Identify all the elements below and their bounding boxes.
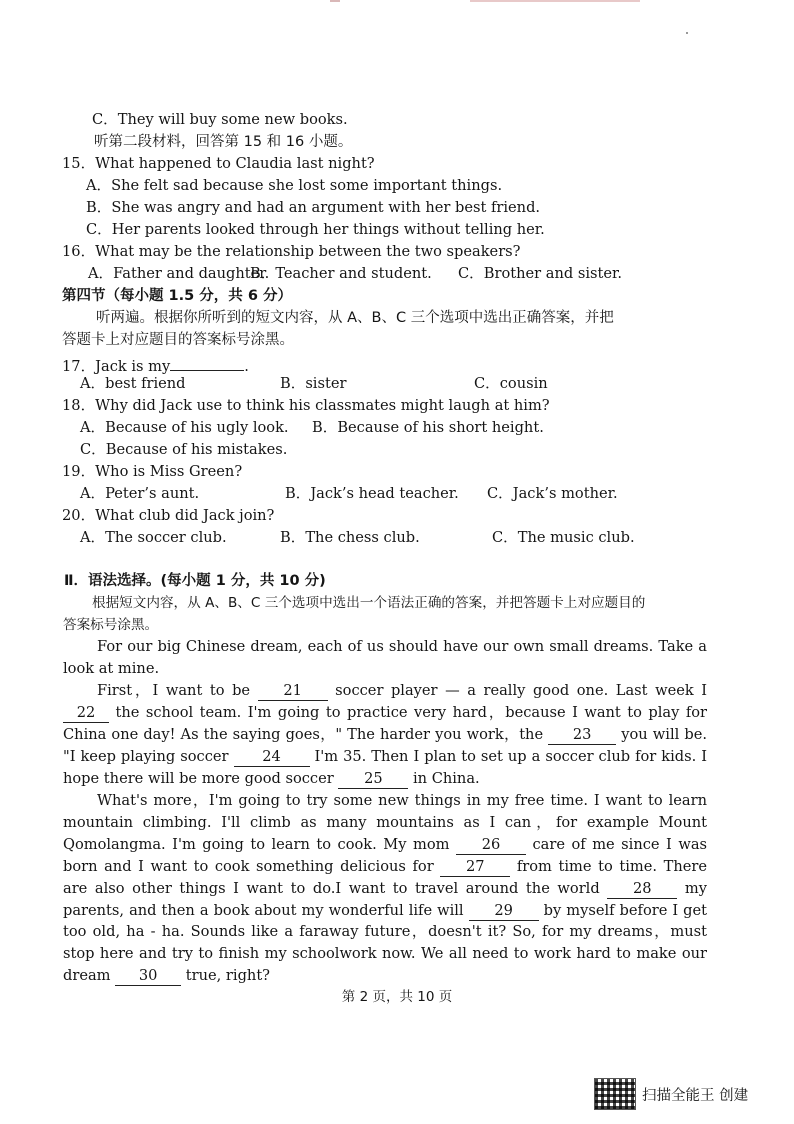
blank-29: 29 <box>469 902 539 921</box>
scan-edge-marks <box>300 0 660 3</box>
q20-option-b: B．The chess club. <box>280 529 420 546</box>
blank-24: 24 <box>234 748 310 767</box>
q15-option-c: C．Her parents looked through her things without telling her. <box>86 221 545 238</box>
passage-text: you will be. "I keep playing soccer <box>63 725 707 765</box>
blank-30: 30 <box>115 967 181 986</box>
q17-stem-text: 17．Jack is my <box>62 358 171 375</box>
qr-code-icon <box>594 1078 636 1110</box>
blank-23: 23 <box>548 726 616 745</box>
blank-22: 22 <box>63 704 109 723</box>
q18-option-a: A．Because of his ugly look. <box>80 419 289 436</box>
passage-paragraph-2 <box>63 680 707 790</box>
passage-text: the school team. I'm going to practice very hard，because I want to play for China one day! As the saying goes，" The harder you work，the <box>63 703 707 743</box>
passage-text: First，I want to be <box>97 682 258 699</box>
blank-25: 25 <box>338 770 408 789</box>
q19-option-c: C．Jack’s mother. <box>487 485 618 502</box>
q15-stem: 15．What happened to Claudia last night? <box>62 155 375 172</box>
q16-stem: 16．What may be the relationship between the two speakers? <box>62 243 521 260</box>
passage-text: from time to time. There are also other things I want to do.I want to travel around the world <box>63 857 707 897</box>
q20-option-c: C．The music club. <box>492 529 635 546</box>
q16-option-b: B．Teacher and student. <box>250 265 432 282</box>
q16-option-a: A．Father and daughter. <box>88 265 270 282</box>
section2-instruction: 听第二段材料，回答第 15 和 16 小题。 <box>94 134 353 150</box>
q18-stem: 18．Why did Jack use to think his classmates might laugh at him? <box>62 397 550 414</box>
watermark-text: 扫描全能王 创建 <box>642 1088 749 1104</box>
part2-instruction-1: 根据短文内容，从 A、B、C 三个选项中选出一个语法正确的答案，并把答题卡上对应题目的 <box>92 595 646 611</box>
q19-option-b: B．Jack’s head teacher. <box>285 485 459 502</box>
blank-21: 21 <box>258 682 328 701</box>
q18-option-c: C．Because of his mistakes. <box>80 441 288 458</box>
passage-p1-text: For our big Chinese dream, each of us should have our own small dreams. Take a look at mine. <box>63 638 707 677</box>
scan-speck <box>686 32 688 34</box>
passage-text: my parents, and then a book about my wonderful life will <box>63 879 707 919</box>
blank-27: 27 <box>440 858 510 877</box>
passage-text: What's more，I'm going to try some new things in my free time. I want to learn mountain climbing. I'll climb as many mountains as I can，for example Mount Qomolangma. I'm going to learn to cook. My mom <box>63 792 707 853</box>
q19-stem: 19．Who is Miss Green? <box>62 463 243 480</box>
part2-title: Ⅱ．语法选择。(每小题 1 分，共 10 分) <box>64 573 326 589</box>
passage-text: I'm 35. Then I plan to set up a soccer club for kids. I hope there will be more good soccer <box>63 747 708 787</box>
passage-text: true, right? <box>181 967 271 985</box>
q17-option-c: C．cousin <box>474 375 548 392</box>
page-footer: 第 2 页，共 10 页 <box>341 989 453 1005</box>
q20-option-a: A．The soccer club. <box>80 529 227 546</box>
blank-26: 26 <box>456 836 526 855</box>
q17-stem-end: . <box>244 358 249 375</box>
q15-option-a: A．She felt sad because she lost some important things. <box>86 177 503 194</box>
passage-paragraph-1 <box>63 636 707 680</box>
q17-blank <box>170 352 244 371</box>
passage-paragraph-3 <box>63 790 707 987</box>
passage-text: in China. <box>408 769 480 787</box>
q19-option-a: A．Peter’s aunt. <box>80 485 200 502</box>
q17-option-a: A．best friend <box>80 375 186 392</box>
part2-instruction-2: 答案标号涂黑。 <box>63 617 159 633</box>
q14-option-c: C．They will buy some new books. <box>92 111 348 128</box>
q18-option-b: B．Because of his short height. <box>312 419 544 436</box>
passage-text: soccer player — a really good one. Last week I <box>327 682 707 699</box>
passage-text: by myself before I get too old, ha - ha. Sounds like a faraway future，doesn't it? So, for my dreams，must stop here and try to finish my schoolwork now. We all need to work hard to make our dream <box>63 901 707 985</box>
blank-28: 28 <box>607 880 677 899</box>
scanner-watermark <box>592 1076 782 1112</box>
q20-stem: 20．What club did Jack join? <box>62 507 275 524</box>
q17-option-b: B．sister <box>280 375 347 392</box>
q16-option-c: C．Brother and sister. <box>458 265 623 282</box>
section4-instruction-2: 答题卡上对应题目的答案标号涂黑。 <box>62 332 294 348</box>
section4-title: 第四节（每小题 1.5 分，共 6 分） <box>62 288 292 304</box>
passage-text: care of me since I was born and I want to cook something delicious for <box>63 835 708 875</box>
section4-instruction-1: 听两遍。根据你所听到的短文内容，从 A、B、C 三个选项中选出正确答案，并把 <box>96 310 614 326</box>
q15-option-b: B．She was angry and had an argument with her best friend. <box>86 199 541 216</box>
